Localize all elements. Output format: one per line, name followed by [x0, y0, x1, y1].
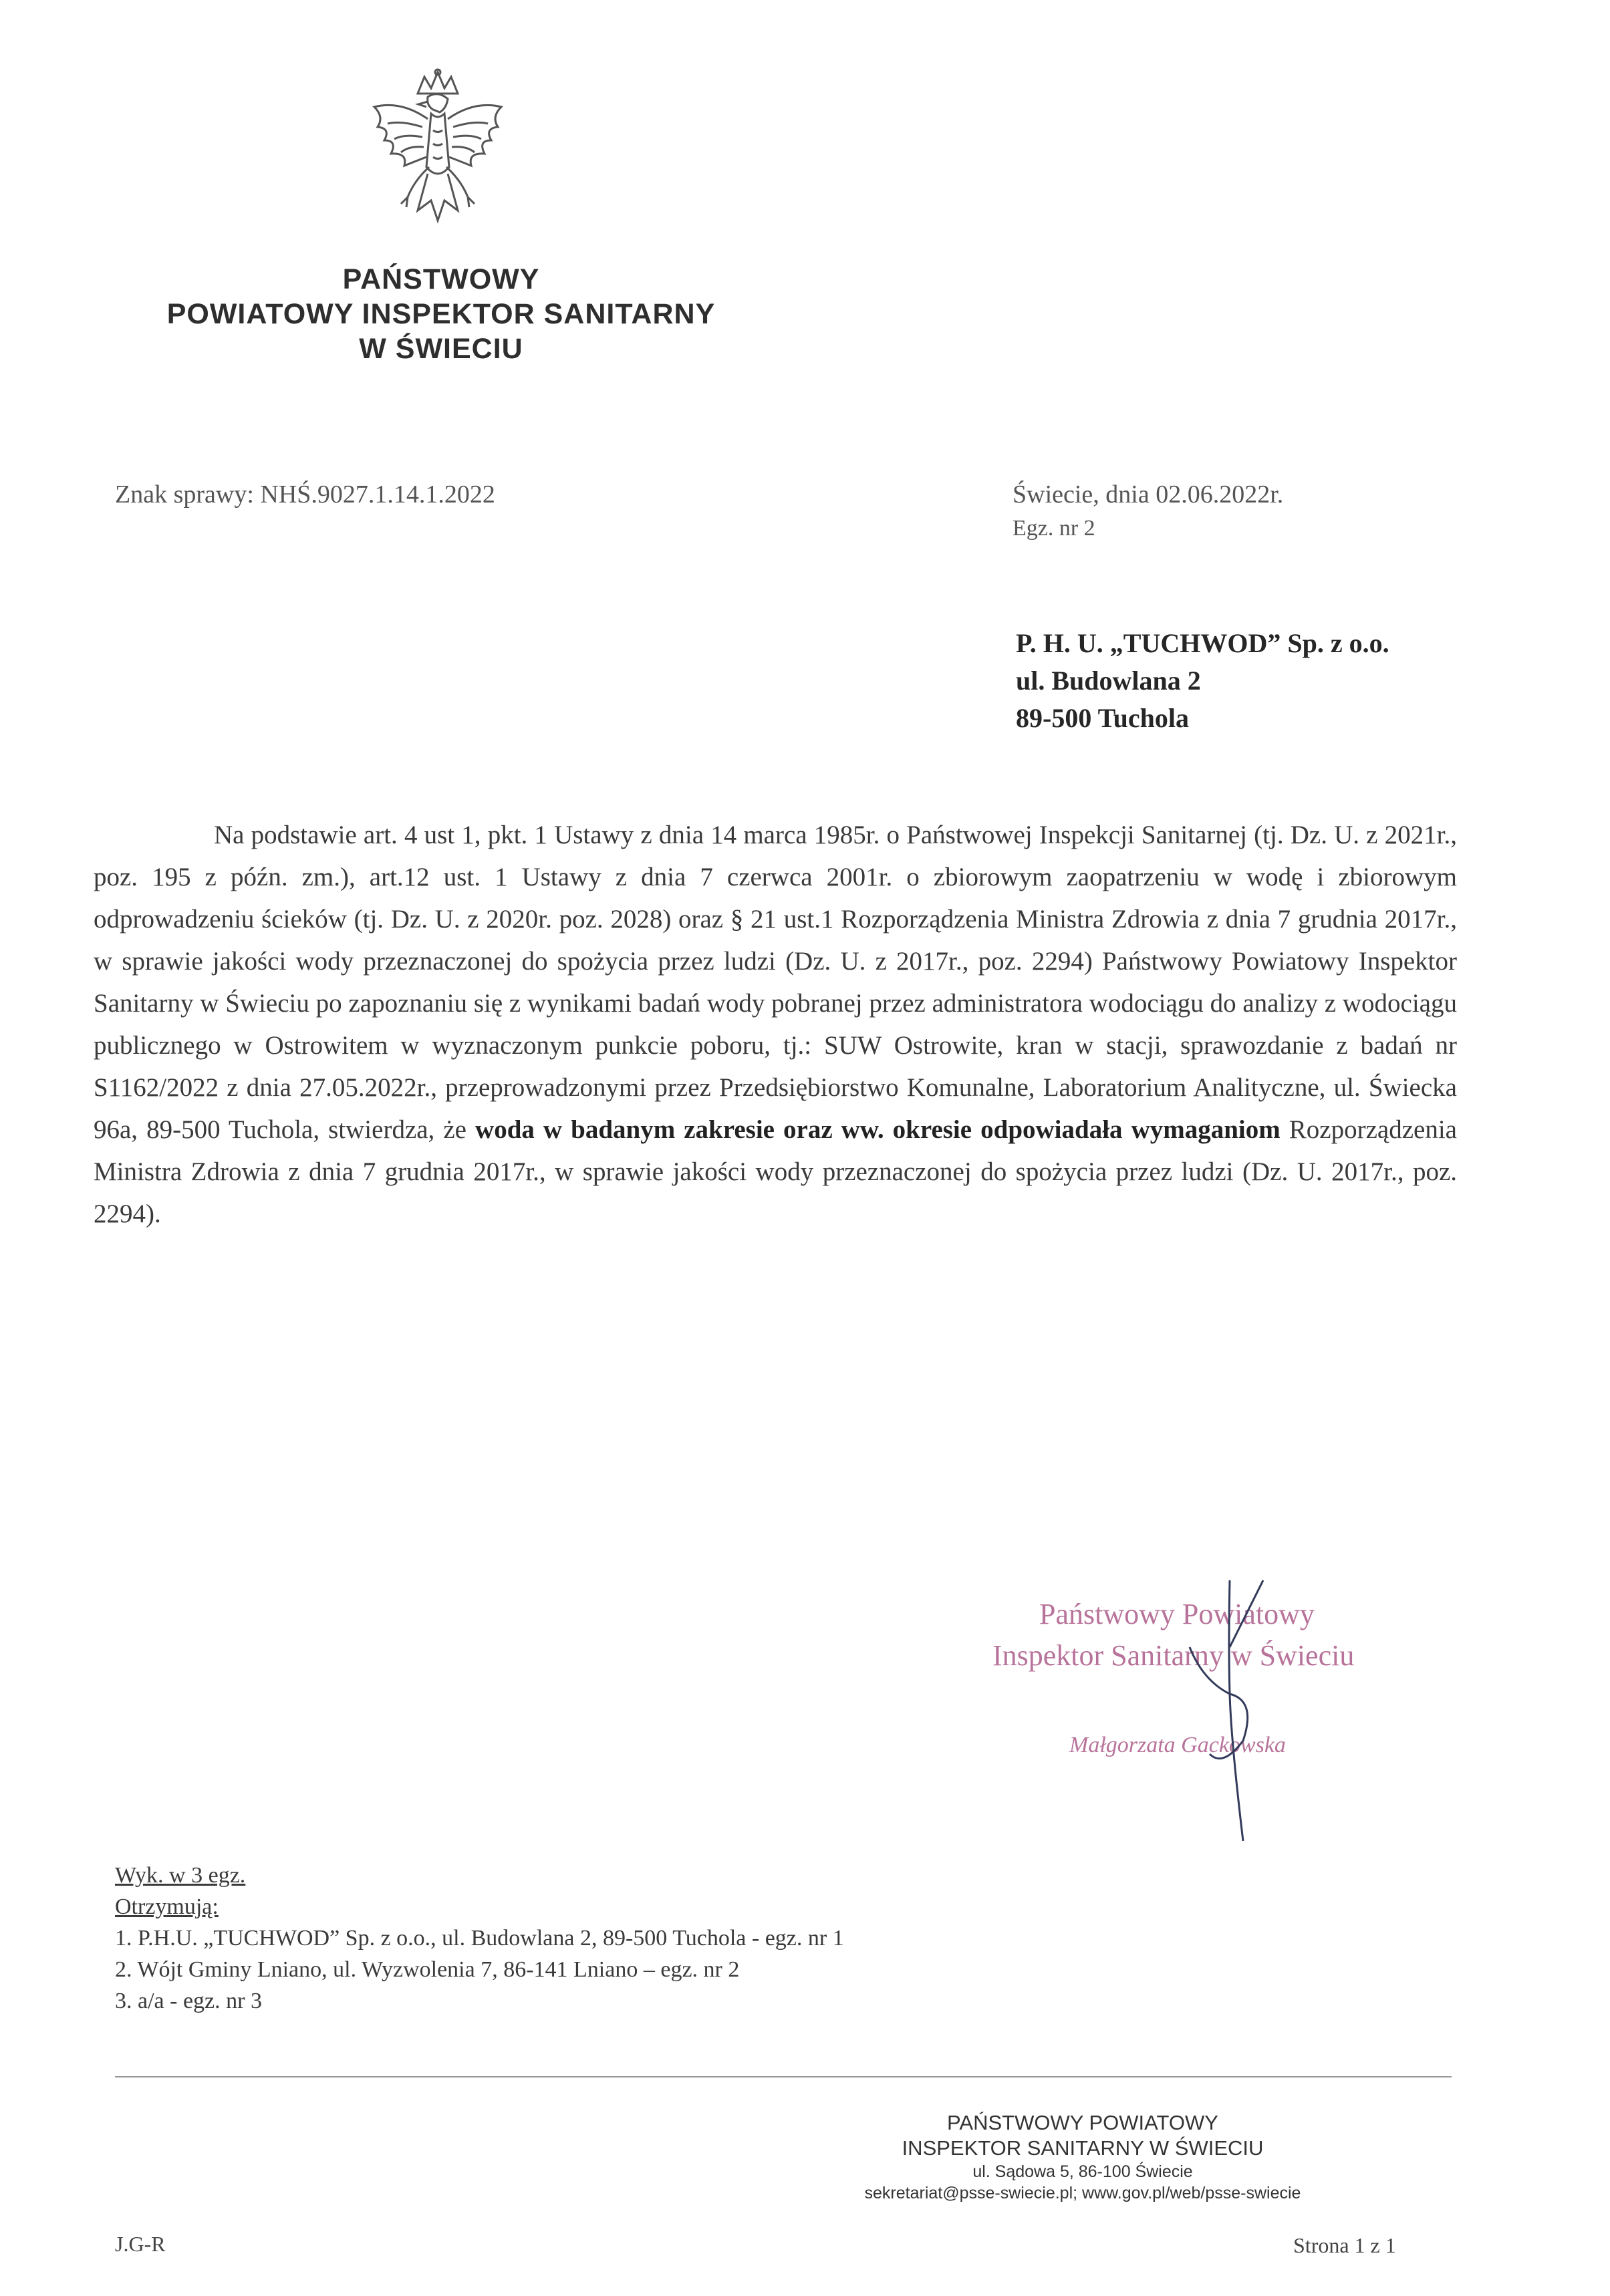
footer-divider: [115, 2076, 1452, 2077]
recipient-city: 89-500 Tuchola: [1016, 703, 1189, 733]
recipient-name: P. H. U. „TUCHWOD” Sp. z o.o.: [1016, 628, 1389, 658]
decision-body: [94, 814, 1457, 1235]
footer-line-2: INSPEKTOR SANITARNY W ŚWIECIU: [902, 2136, 1264, 2160]
header-line-1: PAŃSTWOWY: [342, 263, 540, 295]
case-reference: Znak sprawy: NHŚ.9027.1.14.1.2022: [115, 480, 495, 509]
receiver-item-3: 3. a/a - egz. nr 3: [115, 1989, 262, 2013]
footer-line-4: sekretariat@psse-swiecie.pl; www.gov.pl/web/psse-swiecie: [864, 2184, 1301, 2202]
body-part-2: Rozporządzenia Ministra Zdrowia z dnia 7 grudnia 2017r., w sprawie jakości wody przeznaczonej do spożycia przez ludzi (Dz. U. 2017r., poz. 2294).: [94, 1115, 1457, 1228]
stamp-line-2: Inspektor Sanitarny w Świeciu: [992, 1639, 1355, 1672]
place-date: Świecie, dnia 02.06.2022r.: [1013, 480, 1284, 509]
footer-line-1: PAŃSTWOWY POWIATOWY: [947, 2111, 1218, 2134]
page-number: Strona 1 z 1: [1293, 2233, 1396, 2257]
handwritten-signature: [1163, 1567, 1297, 1848]
header-line-2: POWIATOWY INSPEKTOR SANITARNY: [166, 298, 716, 330]
stamp-line-1: Państwowy Powiatowy: [1039, 1598, 1315, 1630]
recipient-street: ul. Budowlana 2: [1016, 666, 1201, 696]
body-part-1: Na podstawie art. 4 ust 1, pkt. 1 Ustawy z dnia 14 marca 1985r. o Państwowej Inspekcji Sanitarnej (tj. Dz. U. z 2021r., poz. 195 z późn. zm.), art.12 ust. 1 Ustawy z dnia 7 czerwca 2001r. o zbiorowym zaopatrzeniu w wodę i zbiorowym odprowadzeniu ścieków (tj. Dz. U. z 2020r. poz. 2028) oraz § 21 ust.1 Rozporządzenia Ministra Zdrowia z dnia 7 grudnia 2017r., w sprawie jakości wody przeznaczonej do spożycia przez ludzi (Dz. U. z 2017r., poz. 2294) Państwowy Powiatowy Inspektor Sanitarny w Świeciu po zapoznaniu się z wynikami badań wody pobranej przez administratora wodociągu do analizy z wodociągu publicznego w Ostrowitem w wyznaczonym punkcie poboru, tj.: SUW Ostrowite, kran w stacji, sprawozdanie z badań nr S1162/2022 z dnia 27.05.2022r., przeprowadzonymi przez Przedsiębiorstwo Komunalne, Laboratorium Analityczne, ul. Świecka 96a, 89-500 Tuchola, stwierdza, że: [94, 821, 1457, 1144]
footer-address: [789, 2110, 1377, 2204]
header-line-3: W ŚWIECIU: [359, 333, 523, 365]
body-paragraph: [94, 814, 1457, 1235]
body-bold-finding: woda w badanym zakresie oraz ww. okresie odpowiadała wymaganiom: [475, 1115, 1281, 1144]
receiver-item-2: 2. Wójt Gminy Lniano, ul. Wyzwolenia 7, 86-141 Lniano – egz. nr 2: [115, 1957, 740, 1982]
stamp-name: Małgorzata Gackowska: [1069, 1733, 1286, 1757]
distribution-list: [115, 1860, 844, 2017]
receivers-label: Otrzymują:: [115, 1894, 219, 1919]
copies-note: Wyk. w 3 egz.: [115, 1863, 246, 1888]
author-initials: J.G-R: [115, 2232, 166, 2256]
polish-eagle-emblem: [361, 67, 515, 247]
recipient-address: [1016, 625, 1389, 737]
copy-number: Egz. nr 2: [1013, 516, 1095, 541]
footer-line-3: ul. Sądowa 5, 86-100 Świecie: [972, 2162, 1193, 2181]
receiver-item-1: 1. P.H.U. „TUCHWOD” Sp. z o.o., ul. Budowlana 2, 89-500 Tuchola - egz. nr 1: [115, 1926, 844, 1951]
authority-header: [107, 262, 775, 366]
